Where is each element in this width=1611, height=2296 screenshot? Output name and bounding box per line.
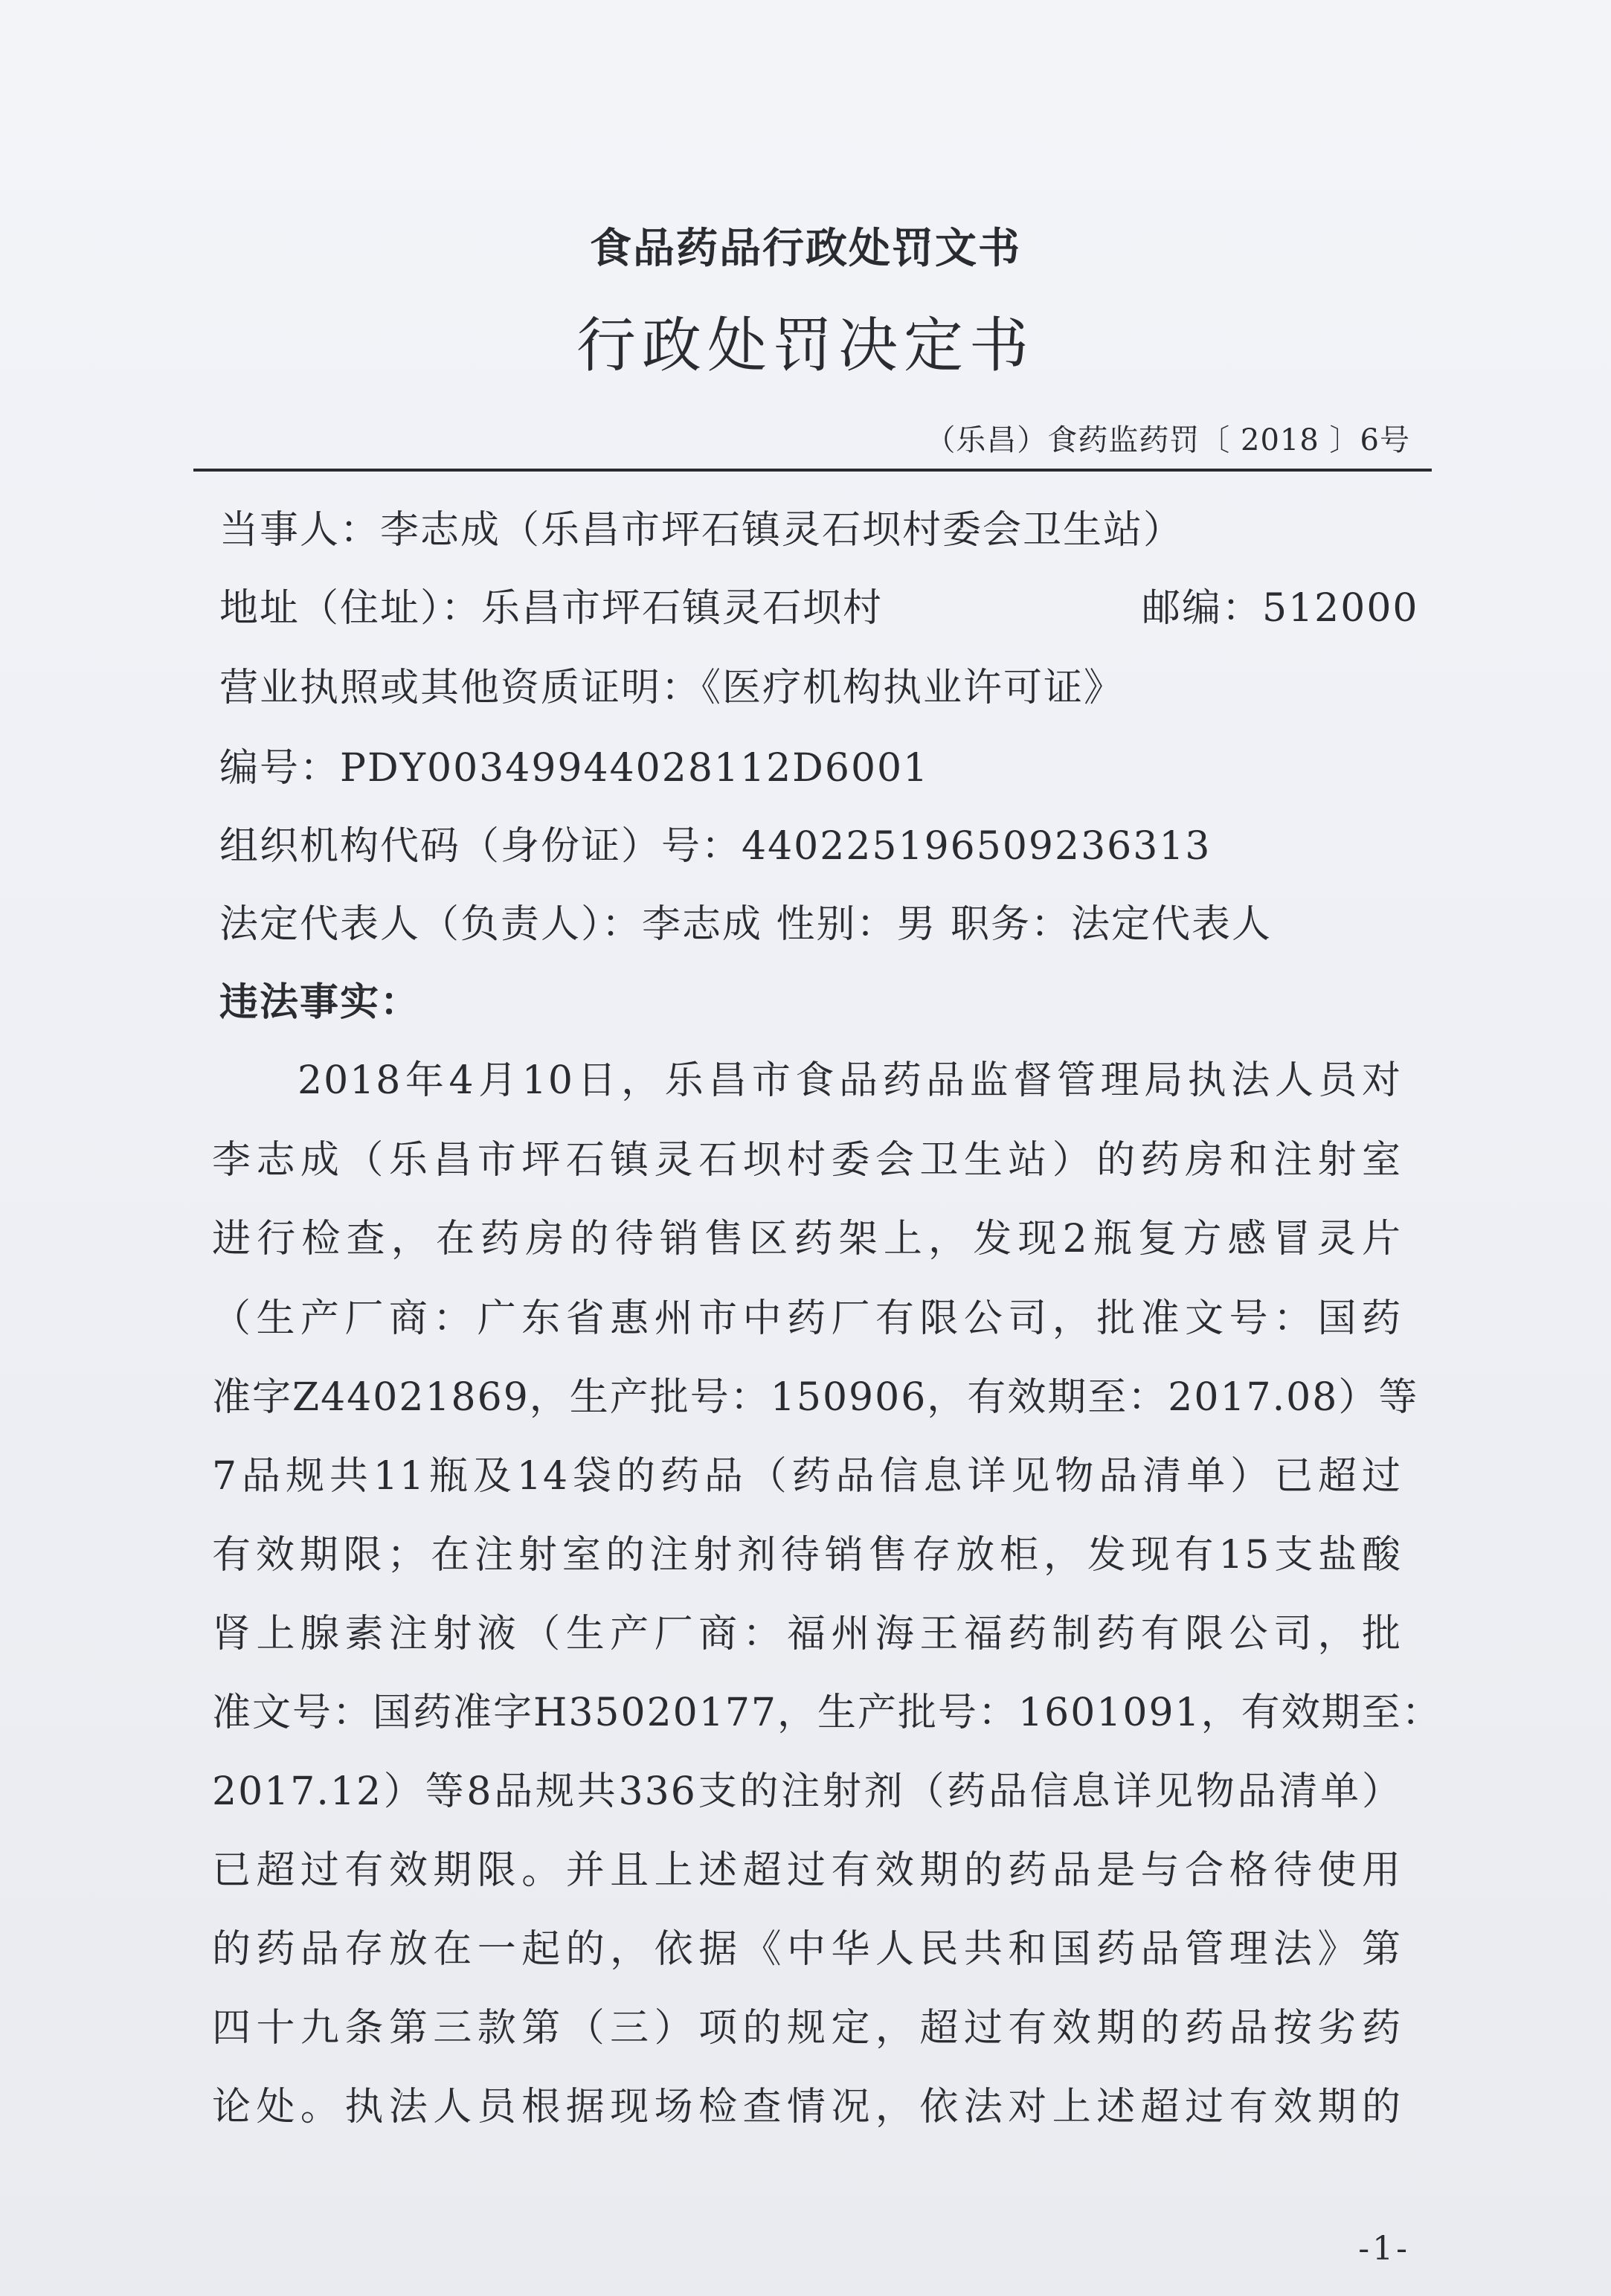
- facts-line: 肾上腺素注射液（生产厂商：福州海王福药制药有限公司，批: [212, 1612, 1402, 1656]
- document-number: （乐昌）食药监药罚〔 2018 〕6号: [925, 423, 1410, 457]
- party-address: 地址（住址）：乐昌市坪石镇灵石坝村: [219, 586, 884, 631]
- facts-line: 李志成（乐昌市坪石镇灵石坝村委会卫生站）的药房和注射室: [212, 1138, 1402, 1183]
- facts-line: 四十九条第三款第（三）项的规定，超过有效期的药品按劣药: [212, 2006, 1402, 2051]
- party-license: 营业执照或其他资质证明：《医疗机构执业许可证》: [219, 666, 1125, 710]
- party-legal-representative: 法定代表人（负责人）：李志成 性别：男 职务：法定代表人: [219, 902, 1273, 947]
- header-divider: [193, 469, 1432, 472]
- party-postcode: 邮编：512000: [1142, 586, 1419, 631]
- party-org-code: 组织机构代码（身份证）号：440225196509236313: [219, 824, 1212, 869]
- facts-line: 已超过有效期限。并且上述超过有效期的药品是与合格待使用: [212, 1848, 1402, 1893]
- party-name: 当事人：李志成（乐昌市坪石镇灵石坝村委会卫生站）: [219, 508, 1184, 553]
- facts-line: 的药品存放在一起的，依据《中华人民共和国药品管理法》第: [212, 1927, 1402, 1972]
- facts-heading: 违法事实：: [219, 980, 421, 1025]
- facts-line: （生产厂商：广东省惠州市中药厂有限公司，批准文号：国药: [212, 1296, 1402, 1341]
- facts-line: 进行检查，在药房的待销售区药架上，发现2瓶复方感冒灵片: [212, 1217, 1402, 1261]
- document-category: 食品药品行政处罚文书: [590, 225, 1021, 273]
- facts-line: 7品规共11瓶及14袋的药品（药品信息详见物品清单）已超过: [212, 1454, 1402, 1499]
- facts-line: 准文号：国药准字H35020177，生产批号：1601091，有效期至：: [212, 1691, 1442, 1735]
- page-number: -1-: [1358, 2230, 1410, 2268]
- party-license-number: 编号：PDY00349944028112D6001: [219, 746, 930, 791]
- document-title: 行政处罚决定书: [576, 311, 1035, 380]
- facts-line: 有效期限；在注射室的注射剂待销售存放柜，发现有15支盐酸: [212, 1533, 1402, 1578]
- facts-line: 论处。执法人员根据现场检查情况，依法对上述超过有效期的: [212, 2085, 1402, 2129]
- facts-line: 准字Z44021869，生产批号：150906，有效期至：2017.08）等: [212, 1375, 1419, 1420]
- facts-line: 2017.12）等8品规共336支的注射剂（药品信息详见物品清单）: [212, 1769, 1402, 1814]
- facts-line: 2018年4月10日，乐昌市食品药品监督管理局执法人员对: [298, 1058, 1402, 1103]
